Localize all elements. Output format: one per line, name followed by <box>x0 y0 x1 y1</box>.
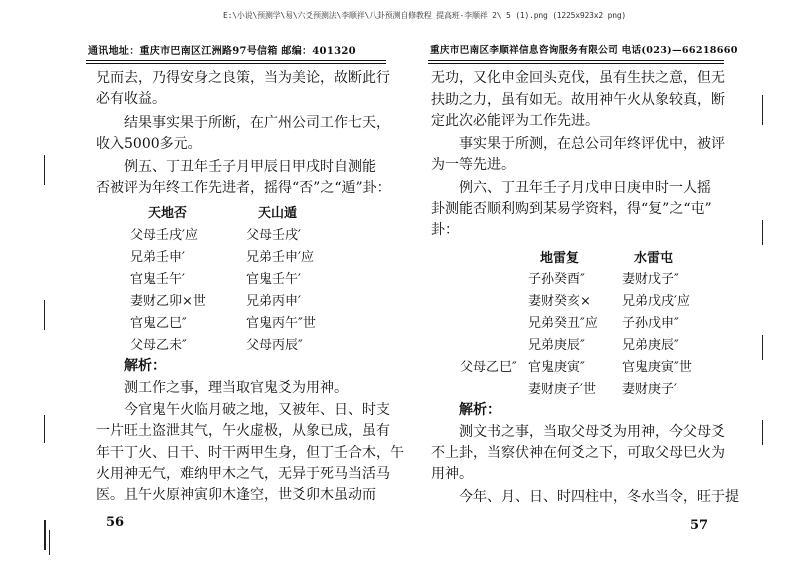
hex-right-row-2-a: 妻财癸亥× <box>528 294 591 309</box>
hex-right-row-5-a: 官鬼庚寅″ <box>528 360 585 375</box>
right-line-6: 例六、丁丑年壬子月戊申日庚申时一人摇 <box>459 180 711 196</box>
hex-left-row-5-b: 官鬼丙午″世 <box>246 316 316 331</box>
hex-left-row-4-b: 兄弟丙申′ <box>246 294 301 309</box>
hex-right-row-3-b: 子孙戊申″ <box>622 316 679 331</box>
right-line-8: 卦： <box>431 222 459 238</box>
file-path-caption: E:\小说\预测学\易\六爻预测法\李顺祥\八卦预测自修教程 提高班-李顺祥 2\ 5 (1).png (1225x923x2 png) <box>223 11 627 20</box>
left-analysis-3: 一片旺土盗泄其气，午火虚极，从象已成，虽有 <box>96 423 390 439</box>
header-left-address: 通讯地址：重庆市巴南区江洲路97号信箱 邮编：401320 <box>88 46 356 57</box>
scan-artifact-line <box>44 155 45 185</box>
scan-artifact-line <box>762 335 763 360</box>
header-rule-right <box>428 60 724 61</box>
hex-left-row-6-b: 父母丙辰″ <box>246 338 303 353</box>
left-analysis-label: 解析： <box>124 358 166 374</box>
scan-artifact-line <box>49 530 50 555</box>
left-analysis-6: 医。且午火原神寅卯木逢空，世爻卯木虽动而 <box>96 487 376 503</box>
left-line-4: 收入5000多元。 <box>96 136 202 152</box>
header-rule-right-2 <box>428 63 724 64</box>
hex-left-row-5-a: 官鬼乙巳″ <box>130 316 187 331</box>
right-line-7: 卦测能否顺利购到某易学资料，得“复”之“屯” <box>431 201 712 217</box>
hex-right-row-1-b: 妻财戊子″ <box>622 272 679 287</box>
scan-artifact-line <box>762 95 763 125</box>
right-analysis-1: 测文书之事，当取父母爻为用神，今父母爻 <box>459 424 725 440</box>
hex-right-row-1-a: 子孙癸酉″ <box>528 272 585 287</box>
scan-artifact-line <box>44 415 45 443</box>
header-rule-left-2 <box>86 63 386 64</box>
right-line-2: 扶助之力，虽有如无。故用神午火从象较真，断 <box>431 92 725 108</box>
left-analysis-1: 测工作之事，理当取官鬼爻为用神。 <box>124 380 348 396</box>
right-analysis-4: 今年、月、日、时四柱中，冬水当令，旺于提 <box>459 489 739 505</box>
left-line-2: 必有收益。 <box>96 91 166 107</box>
hexagram-title-zhun: 水雷屯 <box>634 251 674 266</box>
left-line-1: 兄而去，乃得安身之良策，当为美论，故断此行 <box>96 70 390 86</box>
hex-right-row-6-b: 妻财庚子′ <box>622 382 677 397</box>
right-analysis-3: 用神。 <box>431 466 473 482</box>
page-number-right: 57 <box>690 518 709 533</box>
hexagram-title-pi: 天地否 <box>148 206 188 221</box>
hex-left-row-3-a: 官鬼壬午′ <box>130 272 185 287</box>
hex-left-row-6-a: 父母乙未″ <box>130 338 187 353</box>
hex-right-row-5-hidden: 父母乙巳″ <box>460 360 517 375</box>
scan-artifact-line <box>44 520 46 550</box>
scan-artifact-line <box>762 220 763 245</box>
hex-left-row-1-a: 父母壬戌′应 <box>130 228 198 243</box>
page-number-left: 56 <box>106 515 125 530</box>
scan-artifact-line <box>44 300 45 330</box>
hex-right-row-6-a: 妻财庚子′世 <box>528 382 596 397</box>
header-rule-left <box>86 60 386 61</box>
hex-left-row-4-a: 妻财乙卯×世 <box>130 294 206 309</box>
right-line-4: 事实果于所测，在总公司年终评优中，被评 <box>459 136 725 152</box>
hex-left-row-3-b: 官鬼壬午′ <box>246 272 301 287</box>
hexagram-title-fu: 地雷复 <box>540 251 580 266</box>
left-line-3: 结果事实果于所断，在广州公司工作七天， <box>124 115 390 131</box>
left-analysis-5: 火用神无气，难纳甲木之气，无异于死马当活马 <box>96 466 390 482</box>
hex-right-row-4-a: 兄弟庚辰″ <box>528 338 585 353</box>
right-line-3: 定此次必能评为工作先进。 <box>431 113 599 129</box>
left-line-6: 否被评为年终工作先进者，摇得“否”之“遁”卦： <box>96 180 391 196</box>
hexagram-title-dun: 天山遁 <box>258 206 298 221</box>
scan-artifact-line <box>762 420 763 445</box>
hex-right-row-4-b: 兄弟庚辰″ <box>622 338 679 353</box>
hex-left-row-2-b: 兄弟壬申′应 <box>246 250 314 265</box>
left-line-5: 例五、丁丑年壬子月甲辰日甲戌时自测能 <box>124 159 376 175</box>
hex-left-row-1-b: 父母壬戌′ <box>246 228 301 243</box>
left-analysis-4: 年干丁火、日干、时干两甲生身，但丁壬合木，午 <box>96 445 404 461</box>
left-analysis-2: 今官鬼午火临月破之地，又被年、日、时支 <box>124 402 390 418</box>
hex-right-row-2-b: 兄弟戊戌′应 <box>622 294 690 309</box>
hex-right-row-5-b: 官鬼庚寅″世 <box>622 360 692 375</box>
right-analysis-label: 解析： <box>459 402 501 418</box>
right-analysis-2: 不上卦，当察伏神在何爻之下，可取父母巳火为 <box>431 445 725 461</box>
hex-left-row-2-a: 兄弟壬申′ <box>130 250 185 265</box>
header-right-company: 重庆市巴南区李顺祥信息咨询服务有限公司 电话(023)—66218660 <box>430 45 738 56</box>
right-line-1: 无功，又化申金回头克伐，虽有生扶之意，但无 <box>431 70 725 86</box>
hex-right-row-3-a: 兄弟癸丑″应 <box>528 316 598 331</box>
right-line-5: 为一等先进。 <box>431 157 515 173</box>
